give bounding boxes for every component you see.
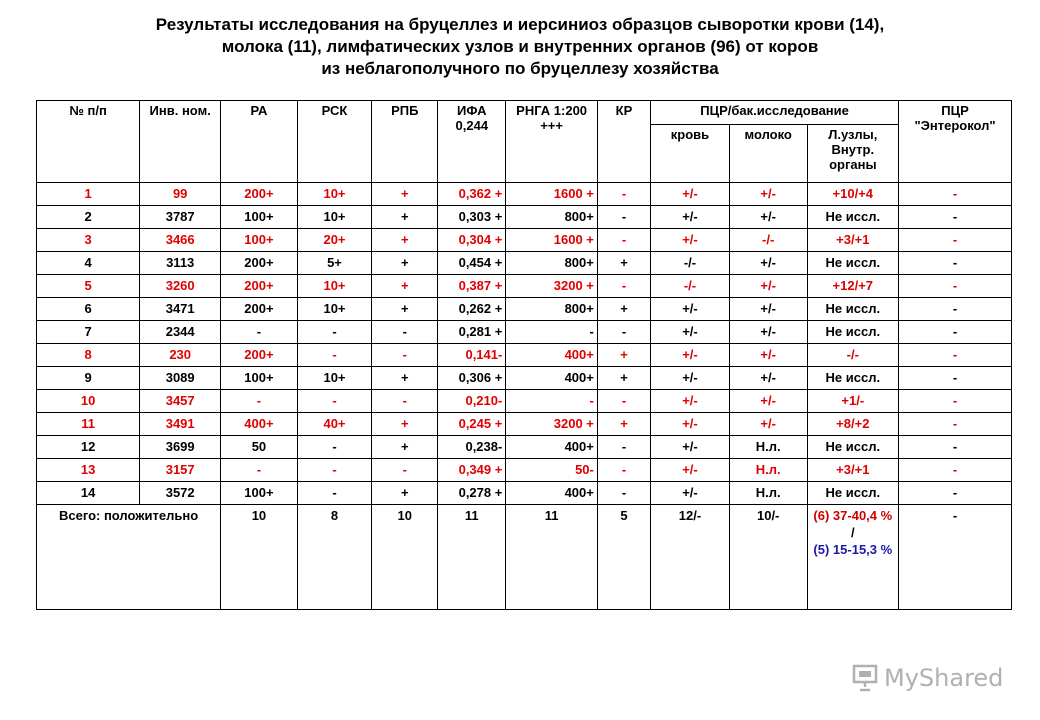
- cell-rnga: 400+: [506, 367, 598, 390]
- cell-blood: +/-: [651, 183, 730, 206]
- cell-num: 13: [37, 459, 140, 482]
- cell-rnga: 400+: [506, 482, 598, 505]
- cell-ra: 100+: [221, 482, 298, 505]
- cell-rsk: 40+: [297, 413, 372, 436]
- cell-milk: +/-: [729, 413, 807, 436]
- cell-ra: 200+: [221, 252, 298, 275]
- header-inv: Инв. ном.: [140, 101, 221, 183]
- cell-pcr: -: [899, 206, 1012, 229]
- header-rsk: РСК: [297, 101, 372, 183]
- cell-rpb: +: [372, 206, 438, 229]
- cell-rpb: +: [372, 482, 438, 505]
- totals-row: [37, 505, 1012, 610]
- header-pcr-group: ПЦР/бак.исследование: [651, 101, 899, 125]
- cell-inv: 230: [140, 344, 221, 367]
- cell-rsk: -: [297, 482, 372, 505]
- header-kr: КР: [597, 101, 650, 183]
- cell-pcr: -: [899, 229, 1012, 252]
- cell-rsk: 10+: [297, 183, 372, 206]
- cell-ra: -: [221, 459, 298, 482]
- table-row: [37, 459, 1012, 482]
- cell-rnga: -: [506, 321, 598, 344]
- cell-blood: +/-: [651, 298, 730, 321]
- table-body: [37, 183, 1012, 505]
- cell-rsk: 20+: [297, 229, 372, 252]
- cell-rnga: -: [506, 390, 598, 413]
- cell-lymph: +3/+1: [807, 229, 899, 252]
- cell-kr: -: [597, 459, 650, 482]
- table-row: [37, 482, 1012, 505]
- cell-milk: +/-: [729, 298, 807, 321]
- cell-ifa: 0,304 +: [438, 229, 506, 252]
- cell-num: 2: [37, 206, 140, 229]
- totals-lymph-a: (6) 37-40,4 %: [813, 508, 893, 523]
- cell-milk: +/-: [729, 183, 807, 206]
- cell-num: 4: [37, 252, 140, 275]
- title-line-1: Результаты исследования на бруцеллез и иерсиниоз образцов сыворотки крови (14),: [155, 15, 885, 34]
- cell-pcr: -: [899, 298, 1012, 321]
- cell-blood: +/-: [651, 344, 730, 367]
- cell-ifa: 0,303 +: [438, 206, 506, 229]
- cell-rnga: 50-: [506, 459, 598, 482]
- cell-milk: +/-: [729, 275, 807, 298]
- cell-rpb: +: [372, 252, 438, 275]
- cell-num: 5: [37, 275, 140, 298]
- totals-lymph-b: (5) 15-15,3 %: [813, 542, 893, 557]
- cell-ifa: 0,387 +: [438, 275, 506, 298]
- cell-rpb: -: [372, 459, 438, 482]
- table-row: [37, 390, 1012, 413]
- cell-rpb: -: [372, 390, 438, 413]
- cell-ra: 200+: [221, 183, 298, 206]
- cell-milk: +/-: [729, 390, 807, 413]
- cell-ifa: 0,238-: [438, 436, 506, 459]
- cell-milk: +/-: [729, 321, 807, 344]
- cell-rpb: +: [372, 275, 438, 298]
- cell-rpb: -: [372, 321, 438, 344]
- cell-milk: Н.л.: [729, 459, 807, 482]
- cell-lymph: Не иссл.: [807, 321, 899, 344]
- cell-inv: 2344: [140, 321, 221, 344]
- table-row: [37, 206, 1012, 229]
- cell-pcr: -: [899, 459, 1012, 482]
- cell-ra: 100+: [221, 206, 298, 229]
- cell-inv: 99: [140, 183, 221, 206]
- header-pcr-enterokol: ПЦР "Энтерокол": [899, 101, 1012, 183]
- cell-kr: +: [597, 367, 650, 390]
- cell-pcr: -: [899, 275, 1012, 298]
- table-row: [37, 321, 1012, 344]
- cell-num: 7: [37, 321, 140, 344]
- cell-rsk: -: [297, 321, 372, 344]
- cell-ifa: 0,278 +: [438, 482, 506, 505]
- cell-lymph: Не иссл.: [807, 367, 899, 390]
- cell-inv: 3491: [140, 413, 221, 436]
- table-row: [37, 413, 1012, 436]
- cell-milk: Н.л.: [729, 482, 807, 505]
- cell-ra: 100+: [221, 367, 298, 390]
- cell-lymph: +8/+2: [807, 413, 899, 436]
- cell-rnga: 400+: [506, 344, 598, 367]
- cell-lymph: +1/-: [807, 390, 899, 413]
- cell-rpb: -: [372, 344, 438, 367]
- cell-kr: +: [597, 413, 650, 436]
- totals-rpb: 10: [372, 505, 438, 610]
- cell-ifa: 0,262 +: [438, 298, 506, 321]
- cell-num: 10: [37, 390, 140, 413]
- cell-rsk: 10+: [297, 206, 372, 229]
- cell-num: 11: [37, 413, 140, 436]
- cell-lymph: Не иссл.: [807, 298, 899, 321]
- cell-num: 8: [37, 344, 140, 367]
- cell-milk: +/-: [729, 367, 807, 390]
- header-num: № п/п: [37, 101, 140, 183]
- table-row: [37, 298, 1012, 321]
- cell-kr: -: [597, 183, 650, 206]
- table-row: [37, 436, 1012, 459]
- cell-ra: 400+: [221, 413, 298, 436]
- cell-lymph: Не иссл.: [807, 436, 899, 459]
- cell-rnga: 800+: [506, 252, 598, 275]
- cell-rsk: 10+: [297, 298, 372, 321]
- cell-ra: -: [221, 321, 298, 344]
- totals-milk: 10/-: [729, 505, 807, 610]
- cell-blood: -/-: [651, 275, 730, 298]
- cell-inv: 3787: [140, 206, 221, 229]
- cell-kr: +: [597, 344, 650, 367]
- cell-milk: -/-: [729, 229, 807, 252]
- title-line-2: молока (11), лимфатических узлов и внутренних органов (96) от коров: [221, 37, 819, 56]
- cell-rpb: +: [372, 229, 438, 252]
- table-row: [37, 367, 1012, 390]
- cell-kr: -: [597, 206, 650, 229]
- cell-num: 14: [37, 482, 140, 505]
- cell-blood: +/-: [651, 436, 730, 459]
- cell-milk: Н.л.: [729, 436, 807, 459]
- cell-milk: +/-: [729, 252, 807, 275]
- header-milk: молоко: [729, 125, 807, 183]
- cell-inv: 3457: [140, 390, 221, 413]
- cell-blood: +/-: [651, 459, 730, 482]
- table-row: [37, 229, 1012, 252]
- cell-kr: -: [597, 229, 650, 252]
- cell-rsk: -: [297, 344, 372, 367]
- table-row: [37, 275, 1012, 298]
- cell-rpb: +: [372, 183, 438, 206]
- cell-rnga: 800+: [506, 298, 598, 321]
- cell-blood: +/-: [651, 321, 730, 344]
- cell-inv: 3260: [140, 275, 221, 298]
- cell-kr: -: [597, 390, 650, 413]
- cell-kr: -: [597, 321, 650, 344]
- cell-kr: +: [597, 298, 650, 321]
- cell-rnga: 800+: [506, 206, 598, 229]
- table-row: [37, 252, 1012, 275]
- title-line-3: из неблагополучного по бруцеллезу хозяйства: [321, 59, 719, 78]
- cell-milk: +/-: [729, 206, 807, 229]
- cell-lymph: Не иссл.: [807, 206, 899, 229]
- cell-rpb: +: [372, 436, 438, 459]
- watermark-text: MyShared: [884, 664, 1004, 692]
- cell-ifa: 0,362 +: [438, 183, 506, 206]
- totals-rsk: 8: [297, 505, 372, 610]
- cell-inv: 3572: [140, 482, 221, 505]
- cell-num: 6: [37, 298, 140, 321]
- cell-rnga: 400+: [506, 436, 598, 459]
- cell-rsk: -: [297, 390, 372, 413]
- totals-kr: 5: [597, 505, 650, 610]
- cell-pcr: -: [899, 482, 1012, 505]
- cell-ifa: 0,245 +: [438, 413, 506, 436]
- totals-lymph: [807, 505, 899, 610]
- cell-num: 1: [37, 183, 140, 206]
- cell-ra: 50: [221, 436, 298, 459]
- cell-ra: 200+: [221, 344, 298, 367]
- cell-blood: +/-: [651, 413, 730, 436]
- cell-blood: +/-: [651, 482, 730, 505]
- results-table: [36, 100, 1012, 610]
- cell-num: 12: [37, 436, 140, 459]
- totals-pcr: -: [899, 505, 1012, 610]
- cell-lymph: Не иссл.: [807, 252, 899, 275]
- cell-ra: 100+: [221, 229, 298, 252]
- cell-num: 3: [37, 229, 140, 252]
- cell-rnga: 1600 +: [506, 183, 598, 206]
- cell-ra: -: [221, 390, 298, 413]
- cell-blood: +/-: [651, 229, 730, 252]
- cell-inv: 3157: [140, 459, 221, 482]
- header-ra: РА: [221, 101, 298, 183]
- cell-pcr: -: [899, 252, 1012, 275]
- cell-inv: 3113: [140, 252, 221, 275]
- totals-ra: 10: [221, 505, 298, 610]
- cell-lymph: +12/+7: [807, 275, 899, 298]
- cell-lymph: +3/+1: [807, 459, 899, 482]
- totals-label: Всего: положительно: [37, 505, 221, 610]
- totals-ifa: 11: [438, 505, 506, 610]
- cell-ifa: 0,306 +: [438, 367, 506, 390]
- cell-lymph: -/-: [807, 344, 899, 367]
- cell-ifa: 0,141-: [438, 344, 506, 367]
- cell-inv: 3089: [140, 367, 221, 390]
- cell-blood: +/-: [651, 390, 730, 413]
- cell-rsk: 10+: [297, 367, 372, 390]
- cell-inv: 3471: [140, 298, 221, 321]
- table-row: [37, 183, 1012, 206]
- cell-blood: +/-: [651, 367, 730, 390]
- header-lymph: Л.узлы, Внутр. органы: [807, 125, 899, 183]
- cell-inv: 3466: [140, 229, 221, 252]
- cell-blood: -/-: [651, 252, 730, 275]
- table-row: [37, 344, 1012, 367]
- totals-lymph-sep: /: [850, 525, 855, 540]
- cell-rnga: 1600 +: [506, 229, 598, 252]
- header-rpb: РПБ: [372, 101, 438, 183]
- presentation-icon: [850, 663, 880, 693]
- cell-rpb: +: [372, 413, 438, 436]
- cell-lymph: +10/+4: [807, 183, 899, 206]
- cell-ra: 200+: [221, 275, 298, 298]
- cell-kr: -: [597, 482, 650, 505]
- cell-rsk: 10+: [297, 275, 372, 298]
- cell-num: 9: [37, 367, 140, 390]
- cell-rsk: -: [297, 436, 372, 459]
- cell-milk: +/-: [729, 344, 807, 367]
- cell-ifa: 0,349 +: [438, 459, 506, 482]
- cell-ifa: 0,281 +: [438, 321, 506, 344]
- cell-lymph: Не иссл.: [807, 482, 899, 505]
- cell-ra: 200+: [221, 298, 298, 321]
- cell-inv: 3699: [140, 436, 221, 459]
- cell-rnga: 3200 +: [506, 413, 598, 436]
- cell-pcr: -: [899, 413, 1012, 436]
- header-ifa: ИФА 0,244: [438, 101, 506, 183]
- document-title: [40, 14, 1000, 80]
- header-blood: кровь: [651, 125, 730, 183]
- cell-rpb: +: [372, 367, 438, 390]
- cell-kr: +: [597, 252, 650, 275]
- cell-ifa: 0,210-: [438, 390, 506, 413]
- cell-pcr: -: [899, 436, 1012, 459]
- cell-rpb: +: [372, 298, 438, 321]
- header-rnga: РНГА 1:200 +++: [506, 101, 598, 183]
- cell-ifa: 0,454 +: [438, 252, 506, 275]
- totals-rnga: 11: [506, 505, 598, 610]
- watermark: [850, 658, 1003, 698]
- cell-pcr: -: [899, 390, 1012, 413]
- cell-rsk: 5+: [297, 252, 372, 275]
- cell-kr: -: [597, 436, 650, 459]
- cell-rsk: -: [297, 459, 372, 482]
- cell-pcr: -: [899, 321, 1012, 344]
- cell-pcr: -: [899, 183, 1012, 206]
- cell-rnga: 3200 +: [506, 275, 598, 298]
- cell-kr: -: [597, 275, 650, 298]
- cell-blood: +/-: [651, 206, 730, 229]
- cell-pcr: -: [899, 344, 1012, 367]
- totals-blood: 12/-: [651, 505, 730, 610]
- cell-pcr: -: [899, 367, 1012, 390]
